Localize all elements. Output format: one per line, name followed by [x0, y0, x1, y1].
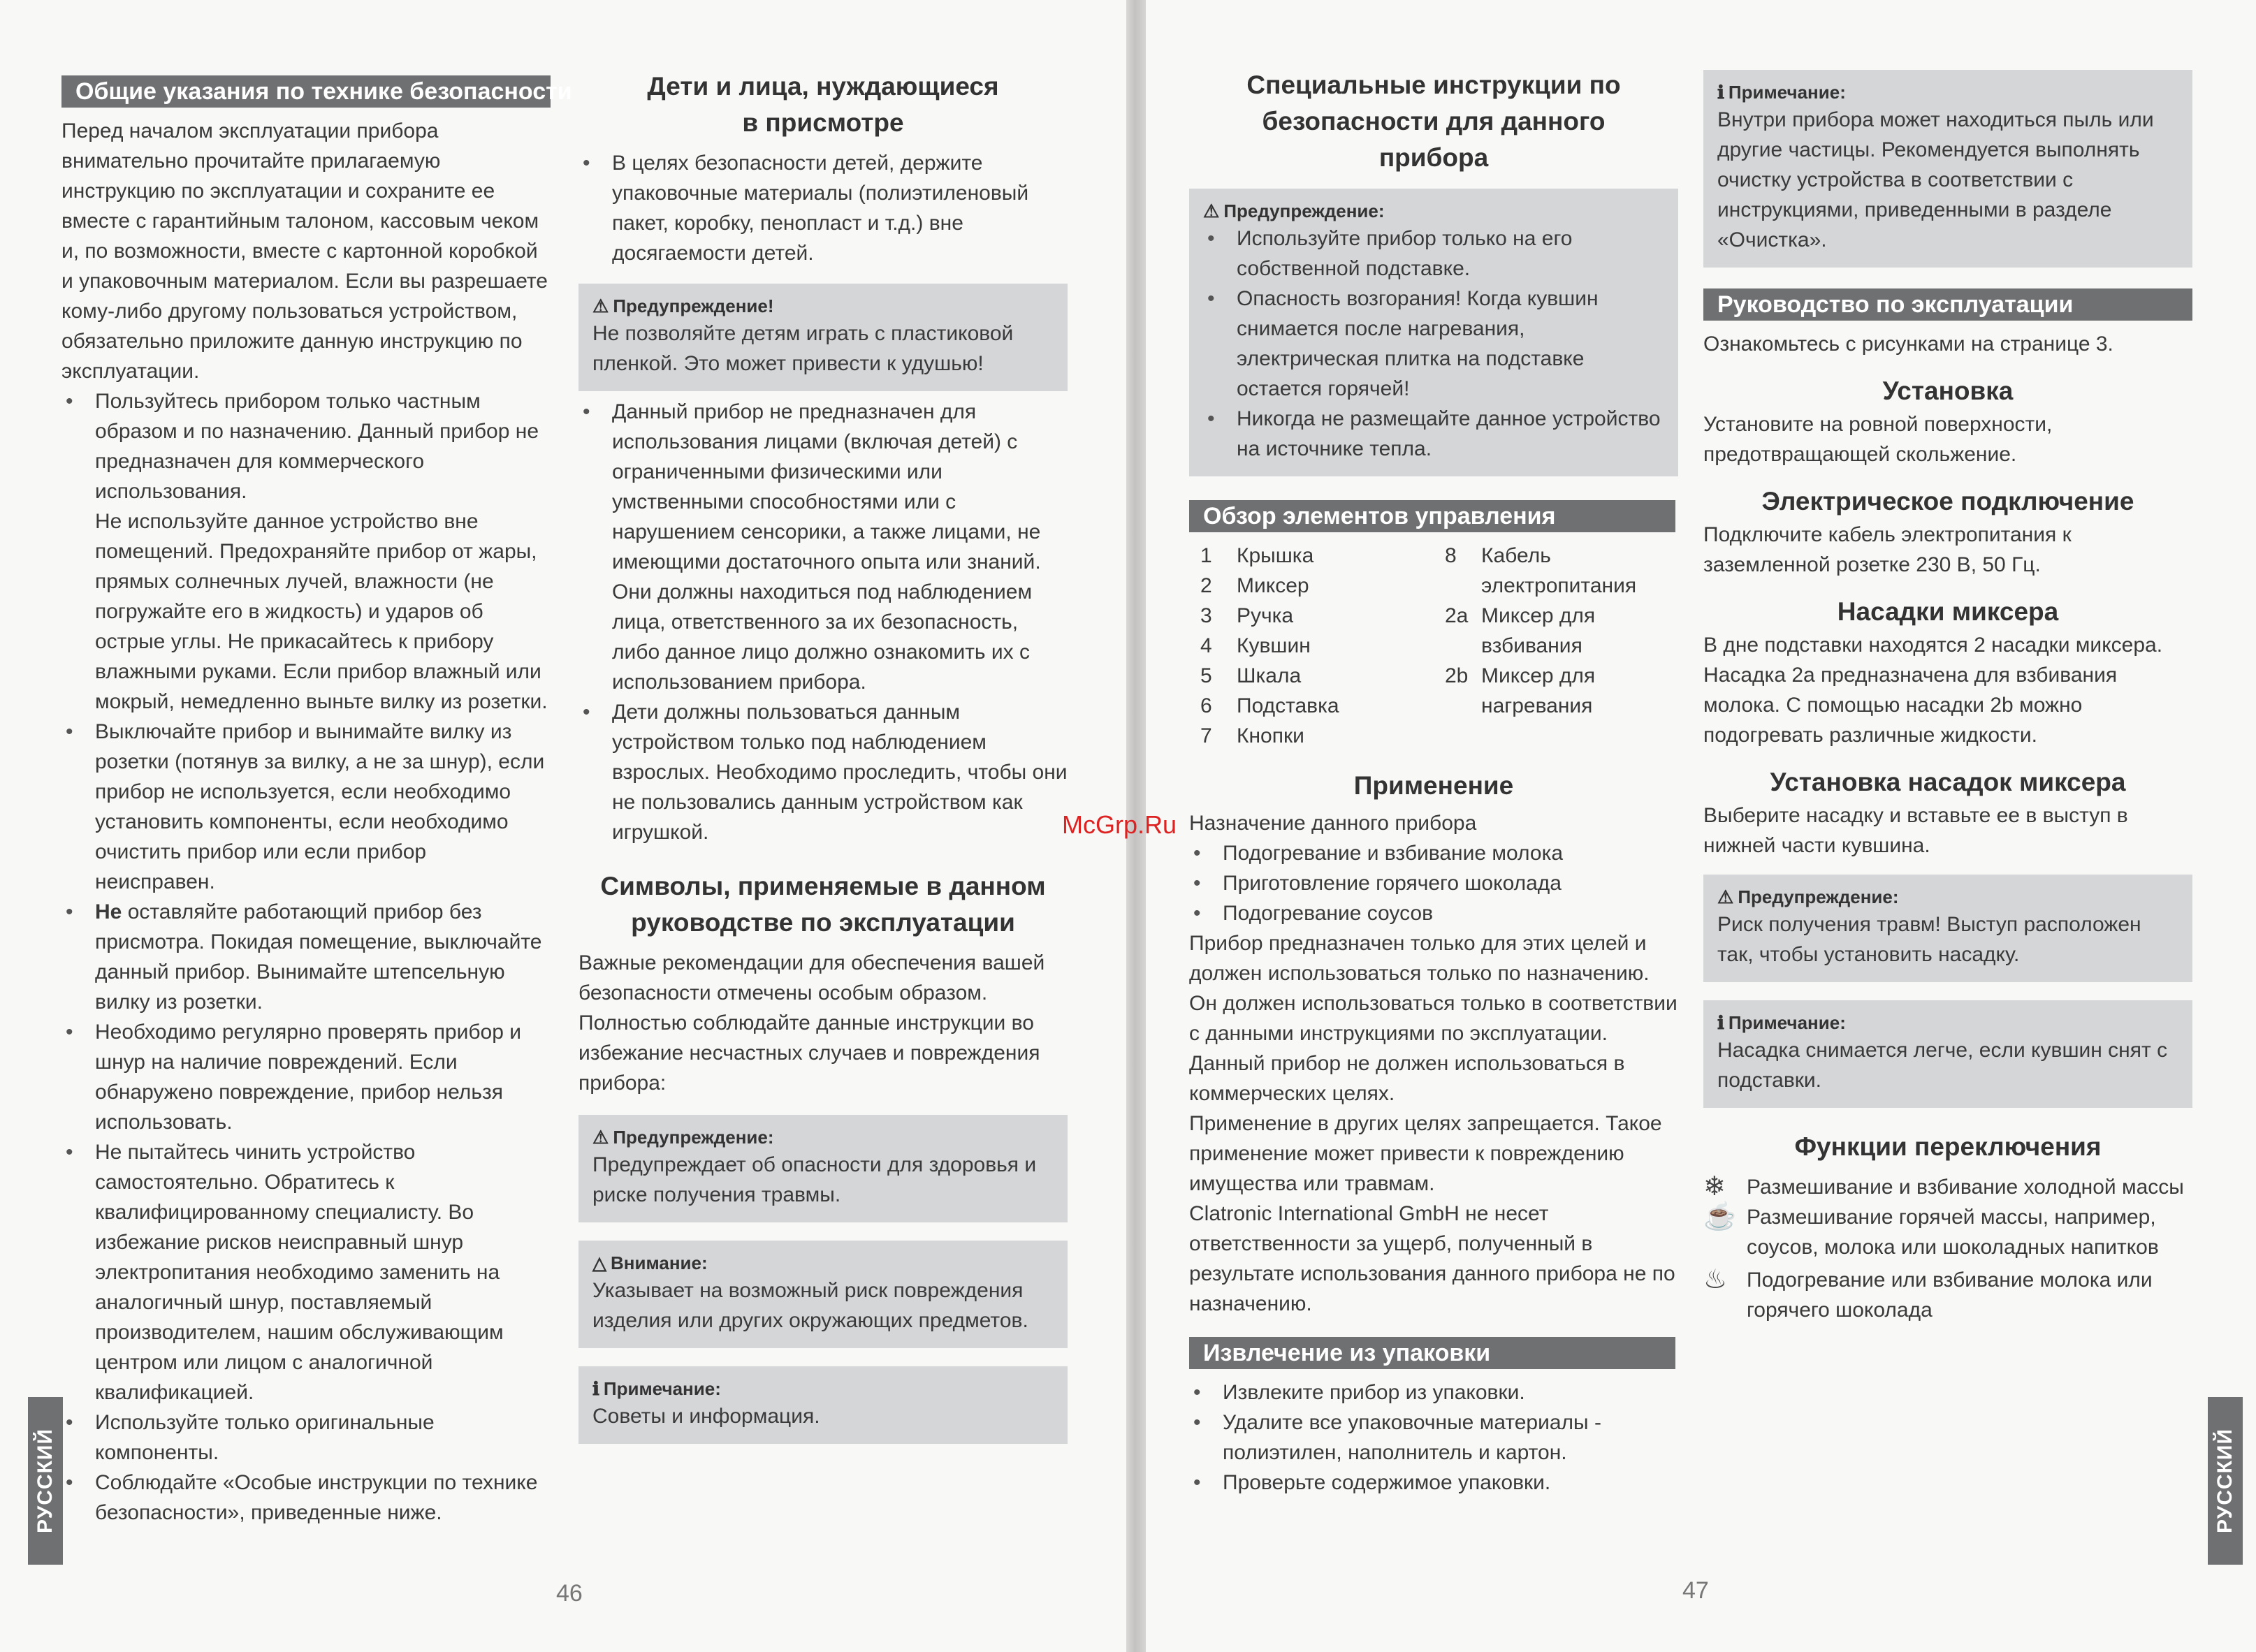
general-safety-column — [61, 75, 572, 1528]
list-item: 2a Миксер для взбивания — [1445, 604, 1596, 657]
general-safety-bullets — [61, 386, 551, 1528]
info-icon: ℹ — [1717, 82, 1724, 103]
symbols-title: Символы, применяемые в данном руководстве по эксплуатации — [600, 872, 1046, 937]
warning-triangle-icon: ⚠ — [1203, 200, 1220, 221]
function-item: ♨ Подогревание или взбивание молока или горячего шоколада — [1703, 1265, 2153, 1322]
list-item: • Подогревание и взбивание молока — [1189, 838, 1678, 868]
language-tab-right: РУССКИЙ — [2208, 1397, 2243, 1565]
list-item: 4 Кувшин — [1200, 634, 1311, 657]
hot-cup-icon: ☕ — [1703, 1202, 1737, 1231]
special-safety-column: Специальные инструкции по безопасности для данного прибора ⚠ Предупреждение: • Используйте прибор только на его собственной подставке. • Опасность возгорания! Когда кувшин снимается после нагревания, электрическая плитка на подставке остается горячей! • Никогда не размещайте данное устройство на источнике тепла. Обзор элементов управления 1 Крышка 2 Миксер 3 Ручка 4 Кувшин 5 Шкала 6 Подставка 7 Кнопки 8 Кабель электропитания 2a Миксер для взбивания 2b Миксер для нагревания Применение Назначение данного прибора • Подогревание и взбивание молока • Приготовление горячего шоколада • Подогревание соусов Прибор предназначен только для этих целей и должен использоваться только по назначению. Он должен использоваться только в соответствии с данными инструкциями по эксплуатации. Данный прибор не должен использоваться в коммерческих целях. Применение в других целях запрещается. Такое применение может привести к повреждению имущества или травмам. Clatronic International GmbH не несет ответственности за ущерб, полученный в результате использования данного прибора не по назначению. Извлечение из упаковки • Извлеките прибор из упаковки. • Удалите все упаковочные материалы - полиэтилен, наполнитель и картон. • Проверьте содержимое упаковки. — [1189, 67, 1678, 1498]
manual-title: Руководство по эксплуатации — [1703, 288, 2192, 321]
note-symbol-box: ℹ Примечание: Советы и информация. — [578, 1366, 1068, 1444]
attachments-title: Насадки миксера — [1837, 597, 2059, 626]
controls-title: Обзор элементов управления — [1189, 500, 1675, 532]
list-item: • Извлеките прибор из упаковки. — [1189, 1377, 1678, 1408]
list-item: • В целях безопасности детей, держите упаковочные материалы (полиэтиленовый пакет, коробку, пенопласт и т.д.) вне досягаемости детей. — [578, 148, 1068, 268]
page-number-left: 46 — [556, 1580, 583, 1607]
list-item: • Данный прибор не предназначен для использования лицами (включая детей) с ограниченными физическими или умственными способностями или с нарушением сенсорики, а также лицами, не имеющими достаточного опыта или знаний. Они должны находиться под наблюдением лица, ответственного за их безопасность, либо данное лицо должно ознакомить их с использованием прибора. — [578, 397, 1068, 697]
list-item: 5 Шкала — [1200, 664, 1302, 687]
unpack-title: Извлечение из упаковки — [1189, 1337, 1675, 1369]
warning-box-injury: ⚠ Предупреждение: Риск получения травм! Выступ расположен так, чтобы установить насадку. — [1703, 875, 2192, 982]
install-title: Установка — [1882, 377, 2014, 405]
list-item: 7 Кнопки — [1200, 724, 1304, 747]
list-item: • Опасность возгорания! Когда кувшин снимается после нагревания, электрическая плитка на подставке остается горячей! — [1203, 284, 1666, 404]
info-icon: ℹ — [592, 1378, 599, 1399]
list-item: • Проверьте содержимое упаковки. — [1189, 1468, 1678, 1498]
snowflake-icon: ❄ — [1703, 1172, 1726, 1201]
watermark: McGrp.Ru — [1062, 810, 1177, 839]
attach-install-title: Установка насадок миксера — [1770, 768, 2126, 796]
list-item: • Удалите все упаковочные материалы - полиэтилен, наполнитель и картон. — [1189, 1408, 1678, 1468]
list-item: • Не оставляйте работающий прибор без присмотра. Покидая помещение, выключайте данный прибор. Вынимайте штепсельную вилку из розетки. — [61, 897, 551, 1017]
usage-title: Применение — [1353, 771, 1514, 800]
list-item: 2b Миксер для нагревания — [1445, 664, 1596, 717]
list-item: • Дети должны пользоваться данным устройством только под наблюдением взрослых. Необходимо проследить, чтобы они не пользовались данным устройством как игрушкой. — [578, 697, 1068, 847]
list-item: 2 Миксер — [1200, 574, 1309, 597]
children-bullets-top — [578, 148, 1068, 268]
children-column — [578, 68, 1068, 1444]
list-item: 3 Ручка — [1200, 604, 1294, 627]
general-safety-title: Общие указания по технике безопасности — [61, 75, 551, 108]
list-item: • Используйте только оригинальные компоненты. — [61, 1408, 551, 1468]
caution-triangle-icon: △ — [592, 1252, 606, 1273]
warning-triangle-icon: ⚠ — [592, 1127, 609, 1148]
operation-column: ℹ Примечание: Внутри прибора может находиться пыль или другие частицы. Рекомендуется выполнять очистку устройства в соответствии с инструкциями, приведенными в разделе «Очистка». Руководство по эксплуатации Ознакомьтесь с рисунками на странице 3. Установка Установите на ровной поверхности, предотвращающей скольжение. Электрическое подключение Подключите кабель электропитания к заземленной розетке 230 В, 50 Гц. Насадки миксера В дне подставки находятся 2 насадки миксера. Насадка 2a предназначена для взбивания молока. С помощью насадки 2b можно подогревать различные жидкости. Установка насадок миксера Выберите насадку и вставьте ее в выступ в нижней части кувшина. ⚠ Предупреждение: Риск получения травм! Выступ расположен так, чтобы установить насадку. ℹ Примечание: Насадка снимается легче, если кувшин снят с подставки. Функции переключения ❄ Размешивание и взбивание холодной массы ☕ Размешивание горячей массы, например, соусов, молока или шоколадных напитков ♨ Подогревание или взбивание молока или горячего шоколада — [1703, 70, 2192, 1325]
list-item: 6 Подставка — [1200, 694, 1339, 717]
warning-box-children: ⚠ Предупреждение! Не позволяйте детям играть с пластиковой пленкой. Это может привести к удушью! — [578, 284, 1068, 391]
info-icon: ℹ — [1717, 1012, 1724, 1033]
usage-bullets — [1189, 838, 1678, 928]
warning-text: Не позволяйте детям играть с пластиковой пленкой. Это может привести к удушью! — [592, 322, 1014, 375]
note-box-attachment: ℹ Примечание: Насадка снимается легче, если кувшин снят с подставки. — [1703, 1000, 2192, 1108]
list-item: • Соблюдайте «Особые инструкции по технике безопасности», приведенные ниже. — [61, 1468, 551, 1528]
electric-title: Электрическое подключение — [1761, 487, 2134, 516]
list-item: • Никогда не размещайте данное устройство на источнике тепла. — [1203, 404, 1666, 464]
general-safety-intro: Перед началом эксплуатации прибора внимательно прочитайте прилагаемую инструкцию по эксплуатации и сохраните ее вместе с гарантийным талоном, кассовым чеком и, по возможности, вместе с картонной коробкой и упаковочным материалом. Если вы разрешаете кому-либо другому пользоваться устройством, обязательно приложите данную инструкцию по эксплуатации. — [61, 119, 548, 383]
function-item: ❄ Размешивание и взбивание холодной массы — [1703, 1172, 2184, 1201]
note-box-dust: ℹ Примечание: Внутри прибора может находиться пыль или другие частицы. Рекомендуется выполнять очистку устройства в соответствии с инструкциями, приведенными в разделе «Очистка». — [1703, 70, 2192, 268]
list-item: • Пользуйтесь прибором только частным образом и по назначению. Данный прибор не предназначен для коммерческого использования. Не используйте данное устройство вне помещений. Предохраняйте прибор от жары, прямых солнечных лучей, влажности (не погружайте его в жидкость) и ударов об острые углы. Не прикасайтесь к прибору влажными руками. Если прибор влажный или мокрый, немедленно выньте вилку из розетки. — [61, 386, 551, 717]
warning-triangle-icon: ⚠ — [592, 295, 609, 316]
language-tab-left: РУССКИЙ — [28, 1397, 63, 1565]
caution-symbol-box: △ Внимание: Указывает на возможный риск повреждения изделия или других окружающих предметов. — [578, 1241, 1068, 1348]
children-title: Дети и лица, нуждающиеся в присмотре — [647, 72, 999, 137]
list-item: 8 Кабель электропитания — [1445, 544, 1637, 597]
special-safety-title: Специальные инструкции по безопасности для данного прибора — [1246, 71, 1621, 172]
warning-triangle-icon: ⚠ — [1717, 886, 1734, 907]
list-item: • Не пытайтесь чинить устройство самостоятельно. Обратитесь к квалифицированному специалисту. Во избежание рисков неисправный шнур электропитания необходимо заменить на аналогичный шнур, поставляемый производителем, нашим обслуживающим центром или лицом с аналогичной квалификацией. — [61, 1137, 551, 1408]
warning-box-special: ⚠ Предупреждение: • Используйте прибор только на его собственной подставке. • Опасность возгорания! Когда кувшин снимается после нагревания, электрическая плитка на подставке остается горячей! • Никогда не размещайте данное устройство на источнике тепла. — [1189, 189, 1678, 476]
list-item: • Используйте прибор только на его собственной подставке. — [1203, 224, 1666, 284]
page-number-right: 47 — [1682, 1577, 1709, 1604]
list-item: • Выключайте прибор и вынимайте вилку из розетки (потянув за вилку, а не за шнур), если прибор не используется, если необходимо установить компоненты, если необходимо очистить прибор или если прибор неисправен. — [61, 717, 551, 897]
symbols-intro: Важные рекомендации для обеспечения вашей безопасности отмечены особым образом. Полностью соблюдайте данные инструкции во избежание несчастных случаев и повреждения прибора: — [578, 951, 1045, 1095]
functions-title: Функции переключения — [1794, 1132, 2102, 1161]
controls-list — [1189, 541, 1678, 751]
list-item: • Приготовление горячего шоколада — [1189, 868, 1678, 898]
function-item: ☕ Размешивание горячей массы, например, соусов, молока или шоколадных напитков — [1703, 1202, 2159, 1259]
list-item: • Подогревание соусов — [1189, 898, 1678, 928]
children-bullets — [578, 397, 1068, 847]
unpack-bullets — [1189, 1377, 1678, 1498]
list-item: • Необходимо регулярно проверять прибор и шнур на наличие повреждений. Если обнаружено повреждение, прибор нельзя использовать. — [61, 1017, 551, 1137]
warm-cup-icon: ♨ — [1703, 1265, 1728, 1294]
list-item: 1 Крышка — [1200, 544, 1314, 567]
warning-symbol-box: ⚠ Предупреждение: Предупреждает об опасности для здоровья и риске получения травмы. — [578, 1115, 1068, 1222]
